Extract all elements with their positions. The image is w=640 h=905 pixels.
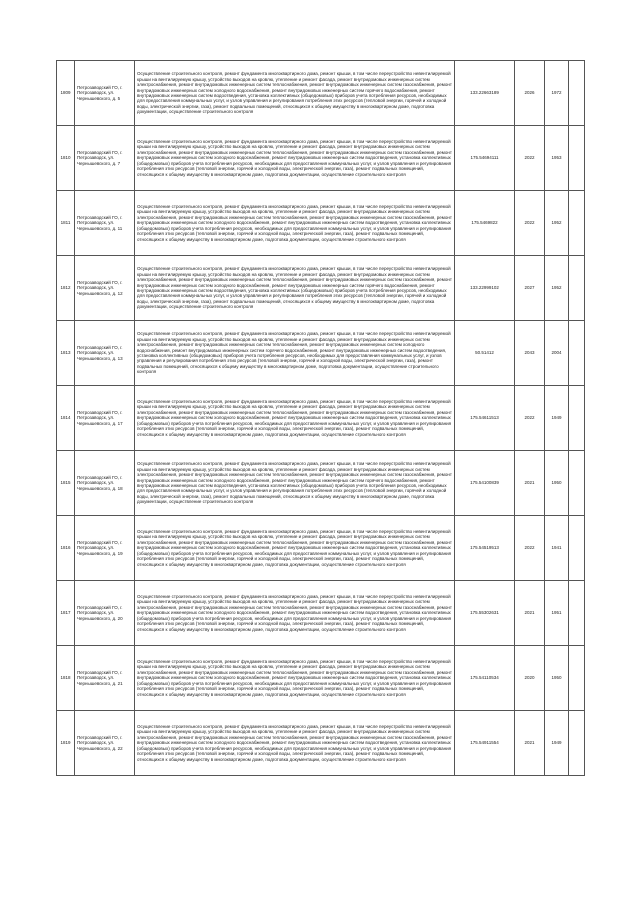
works-description: Осуществление строительного контроля, ремонт фундамента многоквартирного дома, ремонт крыши, в том числе переустройство невентилируемой крыши на вентилируемую крышу, устройство выходов на кровлю, утепление и ремонт фасада, ремонт внутридомовых инженерных систем электроснабжения, ремонт внутридомовых инженерных систем теплоснабжения, ремонт внутридомовых инженерных систем газоснабжения, ремонт внутридомовых инженерных систем холодного водоснабжения, ремонт внутридомовых инженерных систем водоотведения, установка коллективных (общедомовых) приборов учета потребления ресурсов, необходимых для предоставления коммунальных услуг, и узлов управления и регулирования потребления этих ресурсов (тепловой энергии, горячей и холодной воды, электрической энергии, газа), ремонт подвальных помещений, относящихся к общему имуществу в многоквартирном доме, подготовка документации, осуществление строительного контроля xyxy=(135,646,455,711)
cost-value: 175.54611513 xyxy=(455,386,515,451)
planned-year: 2022 xyxy=(515,386,545,451)
empty-cell xyxy=(569,581,585,646)
empty-cell xyxy=(569,646,585,711)
empty-cell xyxy=(569,191,585,256)
table-row xyxy=(57,646,585,711)
works-description: Осуществление строительного контроля, ремонт фундамента многоквартирного дома, ремонт крыши, в том числе переустройство невентилируемой крыши на вентилируемую крышу, устройство выходов на кровлю, утепление и ремонт фасада, ремонт внутридомовых инженерных систем электроснабжения, ремонт внутридомовых инженерных систем теплоснабжения, ремонт внутридомовых инженерных систем газоснабжения, ремонт внутридомовых инженерных систем холодного водоснабжения, ремонт внутридомовых инженерных систем водоотведения, установка коллективных (общедомовых) приборов учета потребления ресурсов, необходимых для предоставления коммунальных услуг, и узлов управления и регулирования потребления этих ресурсов (тепловой энергии, горячей и холодной воды, электрической энергии, газа), ремонт подвальных помещений, относящихся к общему имуществу в многоквартирном доме, подготовка документации, осуществление строительного контроля xyxy=(135,711,455,776)
build-year: 1949 xyxy=(545,711,569,776)
building-address: Петрозаводский ГО, г. Петрозаводск, ул. Чернышевского, д. 12 xyxy=(75,256,135,321)
building-address: Петрозаводский ГО, г. Петрозаводск, ул. Чернышевского, д. 21 xyxy=(75,646,135,711)
building-address: Петрозаводский ГО, г. Петрозаводск, ул. Чернышевского, д. 7 xyxy=(75,126,135,191)
works-description: Осуществление строительного контроля, ремонт фундамента многоквартирного дома, ремонт крыши, в том числе переустройство невентилируемой крыши на вентилируемую крышу, устройство выходов на кровлю, утепление и ремонт фасада, ремонт внутридомовых инженерных систем электроснабжения, ремонт внутридомовых инженерных систем теплоснабжения, ремонт внутридомовых инженерных систем газоснабжения, ремонт внутридомовых инженерных систем холодного водоснабжения, ремонт внутридомовых инженерных систем водоотведения, установка коллективных (общедомовых) приборов учета потребления ресурсов, необходимых для предоставления коммунальных услуг, и узлов управления и регулирования потребления этих ресурсов (тепловой энергии, горячей и холодной воды, электрической энергии, газа), ремонт подвальных помещений, относящихся к общему имуществу в многоквартирном доме, подготовка документации, осуществление строительного контроля xyxy=(135,581,455,646)
cost-value: 175.54110534 xyxy=(455,646,515,711)
empty-cell xyxy=(569,711,585,776)
empty-cell xyxy=(569,321,585,386)
row-number: 1811 xyxy=(57,191,75,256)
table-row xyxy=(57,256,585,321)
works-description: Осуществление строительного контроля, ремонт фундамента многоквартирного дома, ремонт крыши, в том числе переустройство невентилируемой крыши на вентилируемую крышу, устройство выходов на кровлю, утепление и ремонт фасада, ремонт внутридомовых инженерных систем электроснабжения, ремонт внутридомовых инженерных систем теплоснабжения, ремонт внутридомовых инженерных систем холодного водоснабжения, ремонт внутридомовых инженерных систем горячего водоснабжения, ремонт внутридомовых инженерных систем водоотведения, установка коллективных (общедомовых) приборов учета потребления ресурсов, необходимых для предоставления коммунальных услуг, и узлов управления и регулирования потребления этих ресурсов (тепловой энергии, горячей и холодной воды, электрической энергии, газа), ремонт подвальных помещений, относящихся к общему имуществу в многоквартирном доме, подготовка документации, осуществление строительного контроля xyxy=(135,321,455,386)
planned-year: 2021 xyxy=(515,581,545,646)
works-description: Осуществление строительного контроля, ремонт фундамента многоквартирного дома, ремонт крыши, в том числе переустройство невентилируемой крыши на вентилируемую крышу, устройство выходов на кровлю, утепление и ремонт фасада, ремонт внутридомовых инженерных систем электроснабжения, ремонт внутридомовых инженерных систем теплоснабжения, ремонт внутридомовых инженерных систем газоснабжения, ремонт внутридомовых инженерных систем холодного водоснабжения, ремонт внутридомовых инженерных систем горячего водоснабжения, ремонт внутридомовых инженерных систем водоотведения, установка коллективных (общедомовых) приборов учета потребления ресурсов, необходимых для предоставления коммунальных услуг, и узлов управления и регулирования потребления этих ресурсов (тепловой энергии, горячей и холодной воды, электрической энергии, газа), ремонт подвальных помещений, относящихся к общему имуществу в многоквартирном доме, подготовка документации, осуществление строительного контроля xyxy=(135,61,455,126)
empty-cell xyxy=(569,451,585,516)
row-number: 1813 xyxy=(57,321,75,386)
planned-year: 2027 xyxy=(515,256,545,321)
works-description: Осуществление строительного контроля, ремонт фундамента многоквартирного дома, ремонт крыши, в том числе переустройство невентилируемой крыши на вентилируемую крышу, устройство выходов на кровлю, утепление и ремонт фасада, ремонт внутридомовых инженерных систем электроснабжения, ремонт внутридомовых инженерных систем теплоснабжения, ремонт внутридомовых инженерных систем газоснабжения, ремонт внутридомовых инженерных систем холодного водоснабжения, ремонт внутридомовых инженерных систем водоотведения, установка коллективных (общедомовых) приборов учета потребления ресурсов, необходимых для предоставления коммунальных услуг, и узлов управления и регулирования потребления этих ресурсов (тепловой энергии, горячей и холодной воды, электрической энергии, газа), ремонт подвальных помещений, относящихся к общему имуществу в многоквартирном доме, подготовка документации, осуществление строительного контроля xyxy=(135,191,455,256)
build-year: 1949 xyxy=(545,386,569,451)
planned-year: 2021 xyxy=(515,451,545,516)
works-description: Осуществление строительного контроля, ремонт фундамента многоквартирного дома, ремонт крыши, в том числе переустройство невентилируемой крыши на вентилируемую крышу, устройство выходов на кровлю, утепление и ремонт фасада, ремонт внутридомовых инженерных систем электроснабжения, ремонт внутридомовых инженерных систем теплоснабжения, ремонт внутридомовых инженерных систем газоснабжения, ремонт внутридомовых инженерных систем холодного водоснабжения, ремонт внутридомовых инженерных систем горячего водоснабжения, ремонт внутридомовых инженерных систем водоотведения, установка коллективных (общедомовых) приборов учета потребления ресурсов, необходимых для предоставления коммунальных услуг, и узлов управления и регулирования потребления этих ресурсов (тепловой энергии, горячей и холодной воды, электрической энергии, газа), ремонт подвальных помещений, относящихся к общему имуществу в многоквартирном доме, подготовка документации, осуществление строительного контроля xyxy=(135,256,455,321)
building-address: Петрозаводский ГО, г. Петрозаводск, ул. Чернышевского, д. 5 xyxy=(75,61,135,126)
row-number: 1814 xyxy=(57,386,75,451)
empty-cell xyxy=(569,61,585,126)
empty-cell xyxy=(569,386,585,451)
planned-year: 2020 xyxy=(515,646,545,711)
table-row xyxy=(57,61,585,126)
building-address: Петрозаводский ГО, г. Петрозаводск, ул. Чернышевского, д. 11 xyxy=(75,191,135,256)
planned-year: 2022 xyxy=(515,516,545,581)
row-number: 1816 xyxy=(57,516,75,581)
cost-value: 175.54694111 xyxy=(455,126,515,191)
table-row xyxy=(57,516,585,581)
row-number: 1819 xyxy=(57,711,75,776)
table-row xyxy=(57,711,585,776)
cost-value: 175.5469822 xyxy=(455,191,515,256)
planned-year: 2021 xyxy=(515,711,545,776)
building-address: Петрозаводский ГО, г. Петрозаводск, ул. Чернышевского, д. 18 xyxy=(75,451,135,516)
building-address: Петрозаводский ГО, г. Петрозаводск, ул. Чернышевского, д. 19 xyxy=(75,516,135,581)
cost-value: 50.51412 xyxy=(455,321,515,386)
empty-cell xyxy=(569,516,585,581)
planned-year: 2026 xyxy=(515,61,545,126)
row-number: 1817 xyxy=(57,581,75,646)
row-number: 1818 xyxy=(57,646,75,711)
row-number: 1815 xyxy=(57,451,75,516)
planned-year: 2022 xyxy=(515,191,545,256)
empty-cell xyxy=(569,256,585,321)
build-year: 2004 xyxy=(545,321,569,386)
cost-value: 133.22663189 xyxy=(455,61,515,126)
cost-value: 175.54519513 xyxy=(455,516,515,581)
table-row xyxy=(57,581,585,646)
empty-cell xyxy=(569,126,585,191)
table-row xyxy=(57,321,585,386)
row-number: 1810 xyxy=(57,126,75,191)
works-description: Осуществление строительного контроля, ремонт фундамента многоквартирного дома, ремонт крыши, в том числе переустройство невентилируемой крыши на вентилируемую крышу, устройство выходов на кровлю, утепление и ремонт фасада, ремонт внутридомовых инженерных систем электроснабжения, ремонт внутридомовых инженерных систем теплоснабжения, ремонт внутридомовых инженерных систем газоснабжения, ремонт внутридомовых инженерных систем холодного водоснабжения, ремонт внутридомовых инженерных систем водоотведения, установка коллективных (общедомовых) приборов учета потребления ресурсов, необходимых для предоставления коммунальных услуг, и узлов управления и регулирования потребления этих ресурсов (тепловой энергии, горячей и холодной воды, электрической энергии, газа), ремонт подвальных помещений, относящихся к общему имуществу в многоквартирном доме, подготовка документации, осуществление строительного контроля xyxy=(135,386,455,451)
build-year: 1972 xyxy=(545,61,569,126)
works-description: Осуществление строительного контроля, ремонт фундамента многоквартирного дома, ремонт крыши, в том числе переустройство невентилируемой крыши на вентилируемую крышу, устройство выходов на кровлю, утепление и ремонт фасада, ремонт внутридомовых инженерных систем электроснабжения, ремонт внутридомовых инженерных систем теплоснабжения, ремонт внутридомовых инженерных систем газоснабжения, ремонт внутридомовых инженерных систем холодного водоснабжения, ремонт внутридомовых инженерных систем водоотведения, установка коллективных (общедомовых) приборов учета потребления ресурсов, необходимых для предоставления коммунальных услуг, и узлов управления и регулирования потребления этих ресурсов (тепловой энергии, горячей и холодной воды, электрической энергии, газа), ремонт подвальных помещений, относящихся к общему имуществу в многоквартирном доме, подготовка документации, осуществление строительного контроля xyxy=(135,126,455,191)
table-row xyxy=(57,191,585,256)
works-description: Осуществление строительного контроля, ремонт фундамента многоквартирного дома, ремонт крыши, в том числе переустройство невентилируемой крыши на вентилируемую крышу, устройство выходов на кровлю, утепление и ремонт фасада, ремонт внутридомовых инженерных систем электроснабжения, ремонт внутридомовых инженерных систем теплоснабжения, ремонт внутридомовых инженерных систем газоснабжения, ремонт внутридомовых инженерных систем холодного водоснабжения, ремонт внутридомовых инженерных систем горячего водоснабжения, ремонт внутридомовых инженерных систем водоотведения, установка коллективных (общедомовых) приборов учета потребления ресурсов, необходимых для предоставления коммунальных услуг, и узлов управления и регулирования потребления этих ресурсов (тепловой энергии, горячей и холодной воды, электрической энергии, газа), ремонт подвальных помещений, относящихся к общему имуществу в многоквартирном доме, подготовка документации, осуществление строительного контроля xyxy=(135,451,455,516)
build-year: 1941 xyxy=(545,516,569,581)
building-address: Петрозаводский ГО, г. Петрозаводск, ул. Чернышевского, д. 20 xyxy=(75,581,135,646)
table-row xyxy=(57,126,585,191)
works-description: Осуществление строительного контроля, ремонт фундамента многоквартирного дома, ремонт крыши, в том числе переустройство невентилируемой крыши на вентилируемую крышу, устройство выходов на кровлю, утепление и ремонт фасада, ремонт внутридомовых инженерных систем электроснабжения, ремонт внутридомовых инженерных систем теплоснабжения, ремонт внутридомовых инженерных систем газоснабжения, ремонт внутридомовых инженерных систем холодного водоснабжения, ремонт внутридомовых инженерных систем водоотведения, установка коллективных (общедомовых) приборов учета потребления ресурсов, необходимых для предоставления коммунальных услуг, и узлов управления и регулирования потребления этих ресурсов (тепловой энергии, горячей и холодной воды, электрической энергии, газа), ремонт подвальных помещений, относящихся к общему имуществу в многоквартирном доме, подготовка документации, осуществление строительного контроля xyxy=(135,516,455,581)
planned-year: 2043 xyxy=(515,321,545,386)
build-year: 1950 xyxy=(545,451,569,516)
cost-value: 133.22999102 xyxy=(455,256,515,321)
build-year: 1952 xyxy=(545,256,569,321)
row-number: 1812 xyxy=(57,256,75,321)
build-year: 1953 xyxy=(545,126,569,191)
repair-program-table xyxy=(56,60,585,776)
row-number: 1809 xyxy=(57,61,75,126)
building-address: Петрозаводский ГО, г. Петрозаводск, ул. Чернышевского, д. 13 xyxy=(75,321,135,386)
table-row xyxy=(57,451,585,516)
build-year: 1951 xyxy=(545,581,569,646)
building-address: Петрозаводский ГО, г. Петрозаводск, ул. Чернышевского, д. 17 xyxy=(75,386,135,451)
cost-value: 175.54911554 xyxy=(455,711,515,776)
building-address: Петрозаводский ГО, г. Петрозаводск, ул. Чернышевского, д. 22 xyxy=(75,711,135,776)
cost-value: 175.54100839 xyxy=(455,451,515,516)
cost-value: 175.55302631 xyxy=(455,581,515,646)
table-row xyxy=(57,386,585,451)
planned-year: 2022 xyxy=(515,126,545,191)
build-year: 1950 xyxy=(545,646,569,711)
build-year: 1952 xyxy=(545,191,569,256)
